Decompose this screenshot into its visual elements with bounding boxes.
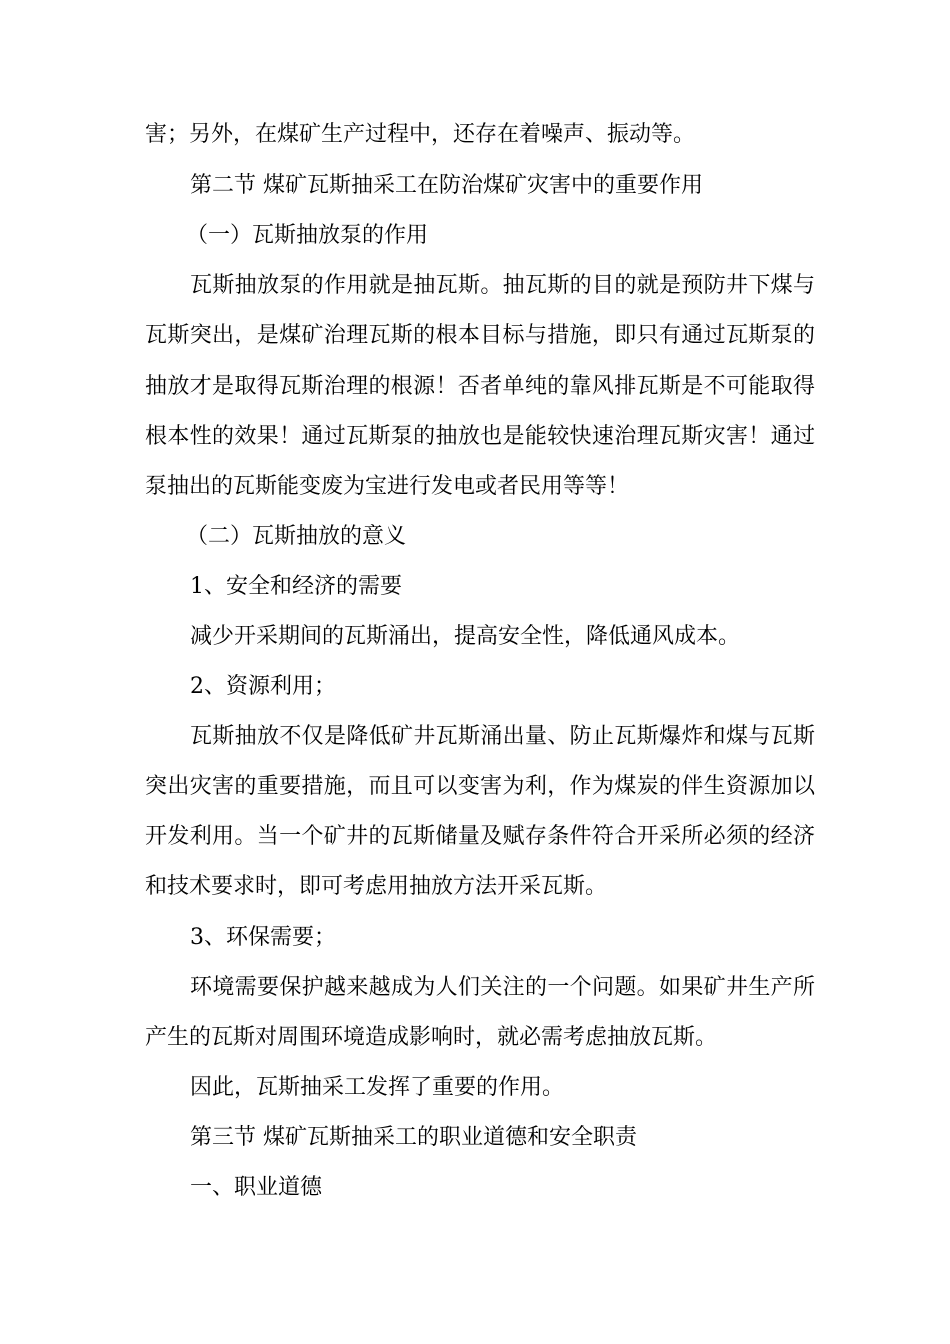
paragraph-line: 和技术要求时，即可考虑用抽放方法开采瓦斯。 (145, 874, 608, 899)
paragraph-line: 产生的瓦斯对周围环境造成影响时，就必需考虑抽放瓦斯。 (145, 1025, 718, 1050)
item-heading: 一、职业道德 (190, 1175, 323, 1200)
paragraph-line: 减少开采期间的瓦斯涌出，提高安全性，降低通风成本。 (190, 624, 741, 649)
item-heading: 2、资源利用； (190, 674, 336, 699)
paragraph-line: 害；另外，在煤矿生产过程中，还存在着噪声、振动等。 (145, 122, 696, 147)
subsection-heading: （二）瓦斯抽放的意义 (186, 524, 407, 549)
paragraph-line: 瓦斯抽放泵的作用就是抽瓦斯。抽瓦斯的目的就是预防井下煤与 (190, 273, 815, 298)
paragraph-line: 瓦斯抽放不仅是降低矿井瓦斯涌出量、防止瓦斯爆炸和煤与瓦斯 (190, 724, 815, 749)
paragraph-line: 根本性的效果！通过瓦斯泵的抽放也是能较快速治理瓦斯灾害！通过 (145, 424, 815, 449)
paragraph-line: 环境需要保护越来越成为人们关注的一个问题。如果矿井生产所 (190, 975, 815, 1000)
item-heading: 3、环保需要； (190, 925, 336, 950)
section-heading: 第三节 煤矿瓦斯抽采工的职业道德和安全职责 (190, 1125, 637, 1150)
paragraph-line: 抽放才是取得瓦斯治理的根源！否者单纯的靠风排瓦斯是不可能取得 (145, 374, 815, 399)
item-heading: 1、安全和经济的需要 (190, 574, 402, 599)
paragraph-line: 泵抽出的瓦斯能变废为宝进行发电或者民用等等！ (145, 474, 630, 499)
paragraph-line: 突出灾害的重要措施，而且可以变害为利，作为煤炭的伴生资源加以 (145, 774, 815, 799)
paragraph-line: 开发利用。当一个矿井的瓦斯储量及赋存条件符合开采所必须的经济 (145, 824, 815, 849)
paragraph-line: 因此，瓦斯抽采工发挥了重要的作用。 (190, 1075, 565, 1100)
subsection-heading: （一）瓦斯抽放泵的作用 (186, 223, 429, 248)
section-heading: 第二节 煤矿瓦斯抽采工在防治煤矿灾害中的重要作用 (190, 173, 703, 198)
paragraph-line: 瓦斯突出，是煤矿治理瓦斯的根本目标与措施，即只有通过瓦斯泵的 (145, 323, 815, 348)
